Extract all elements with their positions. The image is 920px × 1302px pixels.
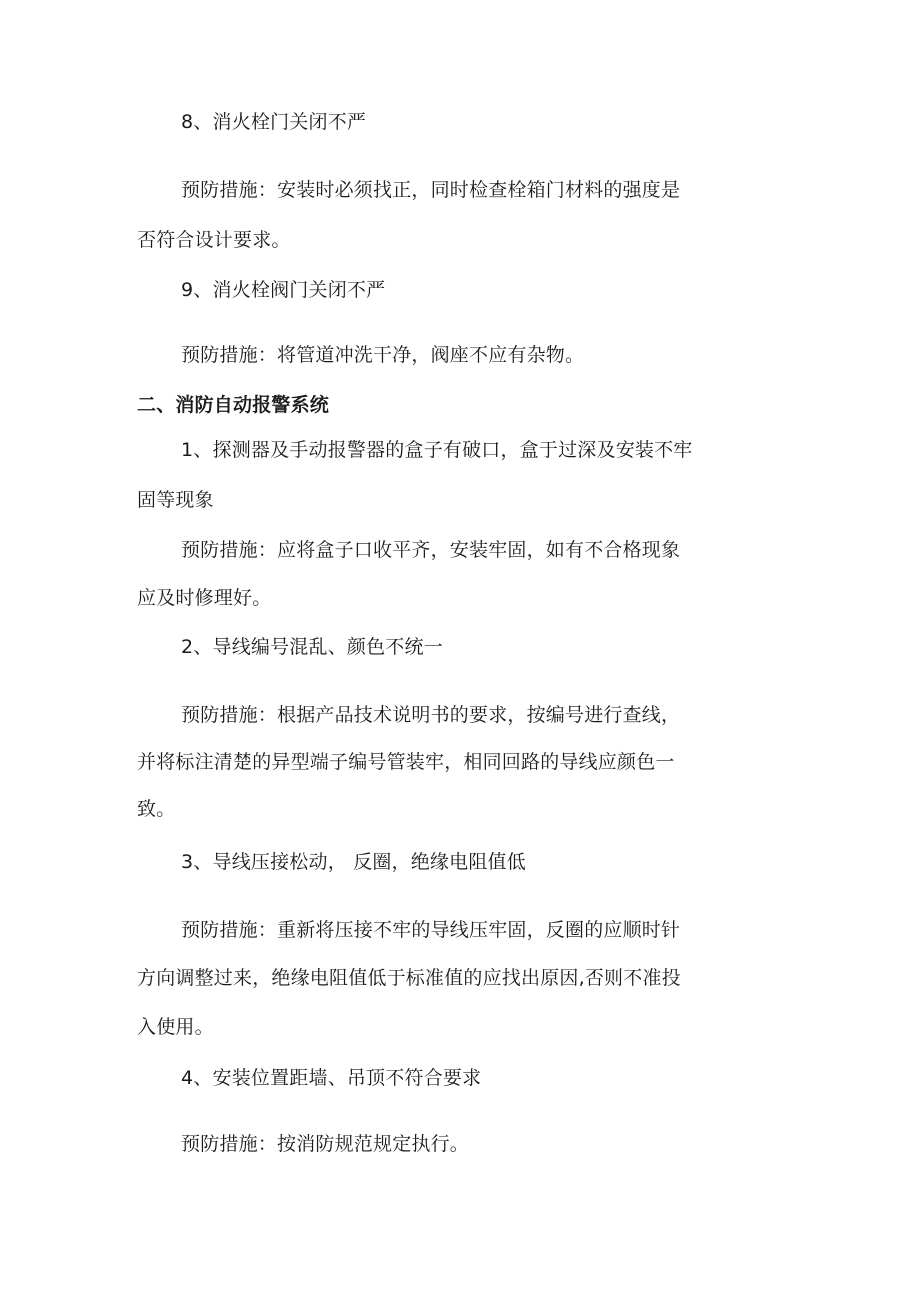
prevention-text-3-line1: 预防措施：重新将压接不牢的导线压牢固，反圈的应顺时针 <box>181 919 681 941</box>
prevention-text-4: 预防措施：按消防规范规定执行。 <box>181 1133 470 1155</box>
item-title-8: 8、消火栓门关闭不严 <box>181 111 367 133</box>
prevention-text-3-line3: 入使用。 <box>137 1016 214 1038</box>
item-title-3: 3、导线压接松动， 反圈，绝缘电阻值低 <box>181 851 526 873</box>
prevention-text-1-line1: 预防措施：应将盒子口收平齐，安装牢固，如有不合格现象 <box>181 539 681 561</box>
prevention-text-2-line1: 预防措施：根据产品技术说明书的要求，按编号进行查线， <box>181 704 681 726</box>
prevention-text-2-line3: 致。 <box>137 798 176 820</box>
prevention-text-2-line2: 并将标注清楚的异型端子编号管装牢，相同回路的导线应颜色一 <box>137 751 675 773</box>
prevention-text-8-line2: 否符合设计要求。 <box>137 229 291 251</box>
prevention-text-9: 预防措施：将管道冲洗干净，阀座不应有杂物。 <box>181 344 585 366</box>
section-heading-fire-alarm: 二、消防自动报警系统 <box>137 394 330 416</box>
item-title-1-line2: 固等现象 <box>137 489 214 511</box>
item-title-1-line1: 1、探测器及手动报警器的盒子有破口，盒于过深及安装不牢 <box>181 439 693 461</box>
item-title-9: 9、消火栓阀门关闭不严 <box>181 279 386 301</box>
prevention-text-1-line2: 应及时修理好。 <box>137 587 272 609</box>
prevention-text-3-line2: 方向调整过来，绝缘电阻值低于标准值的应找出原因,否则不准投 <box>137 967 681 989</box>
prevention-text-8-line1: 预防措施：安装时必须找正，同时检查栓箱门材料的强度是 <box>181 179 681 201</box>
item-title-4: 4、安装位置距墙、吊顶不符合要求 <box>181 1067 482 1089</box>
item-title-2: 2、导线编号混乱、颜色不统一 <box>181 636 443 658</box>
